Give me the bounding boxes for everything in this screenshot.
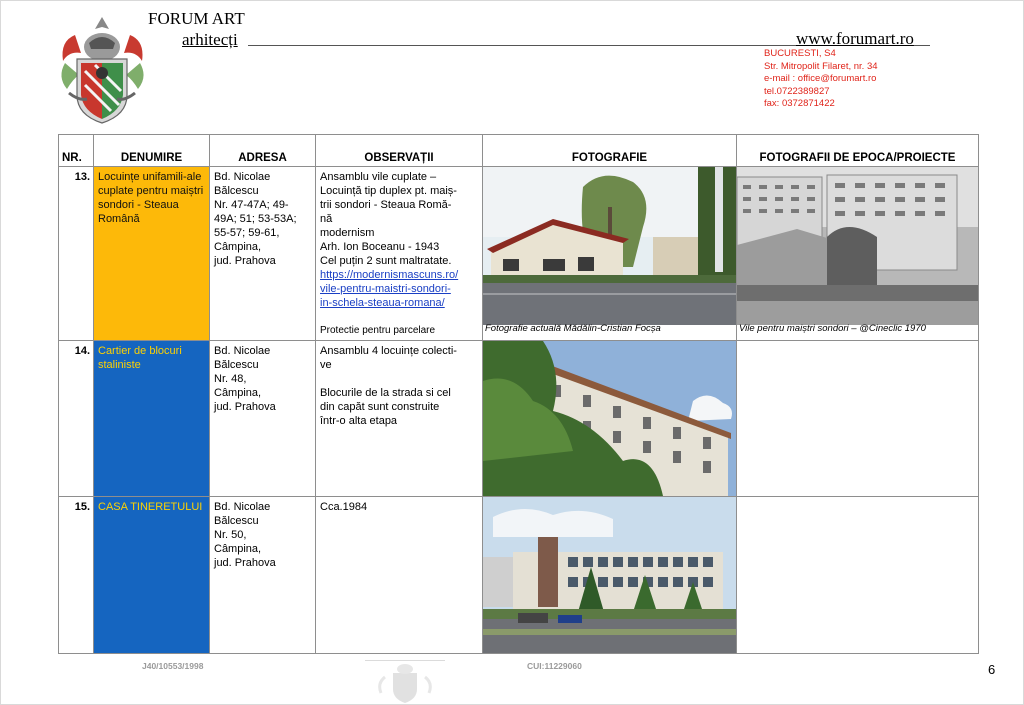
observation-line: Cca.1984 bbox=[320, 501, 368, 513]
header-adresa: ADRESA bbox=[210, 135, 316, 167]
observation-line: ve bbox=[320, 359, 332, 371]
address-line: jud. Prahova bbox=[214, 557, 276, 569]
current-photo bbox=[483, 497, 736, 653]
reference-link-line[interactable]: in-schela-steaua-romana/ bbox=[320, 297, 445, 309]
contact-phone: tel.0722389827 bbox=[764, 85, 830, 97]
archive-photo bbox=[737, 167, 978, 325]
table-row bbox=[59, 167, 979, 341]
archive-photo-cell bbox=[737, 341, 979, 497]
current-photo-caption: Fotografie actuală Mădălin-Cristian Focșa bbox=[485, 323, 661, 334]
observation-line: Blocurile de la strada si cel bbox=[320, 387, 451, 399]
archive-photo-cell bbox=[737, 167, 979, 341]
table-row bbox=[59, 341, 979, 497]
address-line: Bălcescu bbox=[214, 515, 259, 527]
address-line: jud. Prahova bbox=[214, 255, 276, 267]
row-observatii bbox=[316, 497, 483, 654]
address-line: Bălcescu bbox=[214, 185, 259, 197]
address-line: 49A; 51; 53-53A; bbox=[214, 213, 297, 225]
header-fotografie: FOTOGRAFIE bbox=[483, 135, 737, 167]
page-number: 6 bbox=[988, 662, 996, 677]
row-number: 14. bbox=[59, 341, 94, 497]
address-line: Bd. Nicolae bbox=[214, 345, 271, 357]
monuments-table bbox=[58, 134, 979, 654]
observation-line: Arh. Ion Boceanu - 1943 bbox=[320, 241, 440, 253]
contact-street: Str. Mitropolit Filaret, nr. 34 bbox=[764, 60, 878, 72]
current-photo-cell bbox=[483, 167, 737, 341]
observation-line: Cel puțin 2 sunt maltratate. bbox=[320, 255, 452, 267]
address-line: Câmpina, bbox=[214, 387, 262, 399]
observation-line: Ansamblu 4 locuințe colecti- bbox=[320, 345, 457, 357]
contact-city: BUCURESTI, S4 bbox=[764, 48, 836, 59]
table-row bbox=[59, 497, 979, 654]
row-observatii bbox=[316, 341, 483, 497]
current-photo bbox=[483, 341, 736, 496]
address-line: Bd. Nicolae bbox=[214, 171, 271, 183]
observation-line: Ansamblu vile cuplate – bbox=[320, 171, 437, 183]
address-line: jud. Prahova bbox=[214, 401, 276, 413]
archive-photo-cell bbox=[737, 497, 979, 654]
current-photo-cell bbox=[483, 497, 737, 654]
observation-line: trii sondori - Steaua Romă- bbox=[320, 199, 452, 211]
firm-name: FORUM ART bbox=[148, 9, 245, 28]
firm-subtitle: arhitecți bbox=[182, 30, 238, 49]
contact-email[interactable]: e-mail : office@forumart.ro bbox=[764, 73, 877, 84]
observation-line: într-o alta etapa bbox=[320, 415, 398, 427]
row-observatii bbox=[316, 167, 483, 341]
website-link[interactable]: www.forumart.ro bbox=[796, 29, 914, 48]
reference-link-line[interactable]: vile-pentru-maistri-sondori- bbox=[320, 283, 451, 295]
observation-line bbox=[320, 372, 478, 386]
observation-line: modernism bbox=[320, 227, 375, 239]
address-line: 55-57; 59-61, bbox=[214, 227, 280, 239]
row-denumire: CASA TINERETULUI bbox=[94, 497, 210, 654]
current-photo-cell bbox=[483, 341, 737, 497]
row-number: 13. bbox=[59, 167, 94, 341]
header-observatii: OBSERVAȚII bbox=[316, 135, 483, 167]
contact-block bbox=[764, 48, 878, 111]
row-denumire: Locuințe unifamili-ale cuplate pentru maiștri sondori - Steaua Română bbox=[94, 167, 210, 341]
address-line: Nr. 50, bbox=[214, 529, 247, 541]
address-line: Bd. Nicolae bbox=[214, 501, 271, 513]
address-line: Bălcescu bbox=[214, 359, 259, 371]
coat-of-arms-logo bbox=[55, 15, 150, 127]
observation-line: Locuință tip duplex pt. maiș- bbox=[320, 185, 457, 197]
registration-number: J40/10553/1998 bbox=[142, 661, 204, 671]
reference-link-line[interactable]: https://modernismascuns.ro/ bbox=[320, 269, 459, 281]
header-denumire: DENUMIRE bbox=[94, 135, 210, 167]
current-photo bbox=[483, 167, 736, 325]
footer-watermark-logo bbox=[365, 659, 445, 705]
protection-note: Protectie pentru parcelare bbox=[320, 325, 436, 336]
row-adresa bbox=[210, 167, 316, 341]
row-adresa bbox=[210, 497, 316, 654]
row-adresa bbox=[210, 341, 316, 497]
cui-number: CUI:11229060 bbox=[527, 661, 582, 671]
header-nr: NR. bbox=[59, 135, 94, 167]
address-line: Câmpina, bbox=[214, 543, 262, 555]
address-line: Nr. 48, bbox=[214, 373, 247, 385]
table-header-row bbox=[59, 135, 979, 167]
address-line: Nr. 47-47A; 49- bbox=[214, 199, 289, 211]
row-number: 15. bbox=[59, 497, 94, 654]
row-denumire: Cartier de blocuri staliniste bbox=[94, 341, 210, 497]
header-epoca: FOTOGRAFII DE EPOCA/PROIECTE bbox=[737, 135, 979, 167]
archive-photo-caption: Vile pentru maiștri sondori – @Cineclic 1970 bbox=[739, 323, 926, 334]
observation-line: nă bbox=[320, 213, 333, 225]
observation-line: din capăt sunt construite bbox=[320, 401, 440, 413]
address-line: Câmpina, bbox=[214, 241, 262, 253]
contact-fax: fax: 0372871422 bbox=[764, 98, 835, 109]
